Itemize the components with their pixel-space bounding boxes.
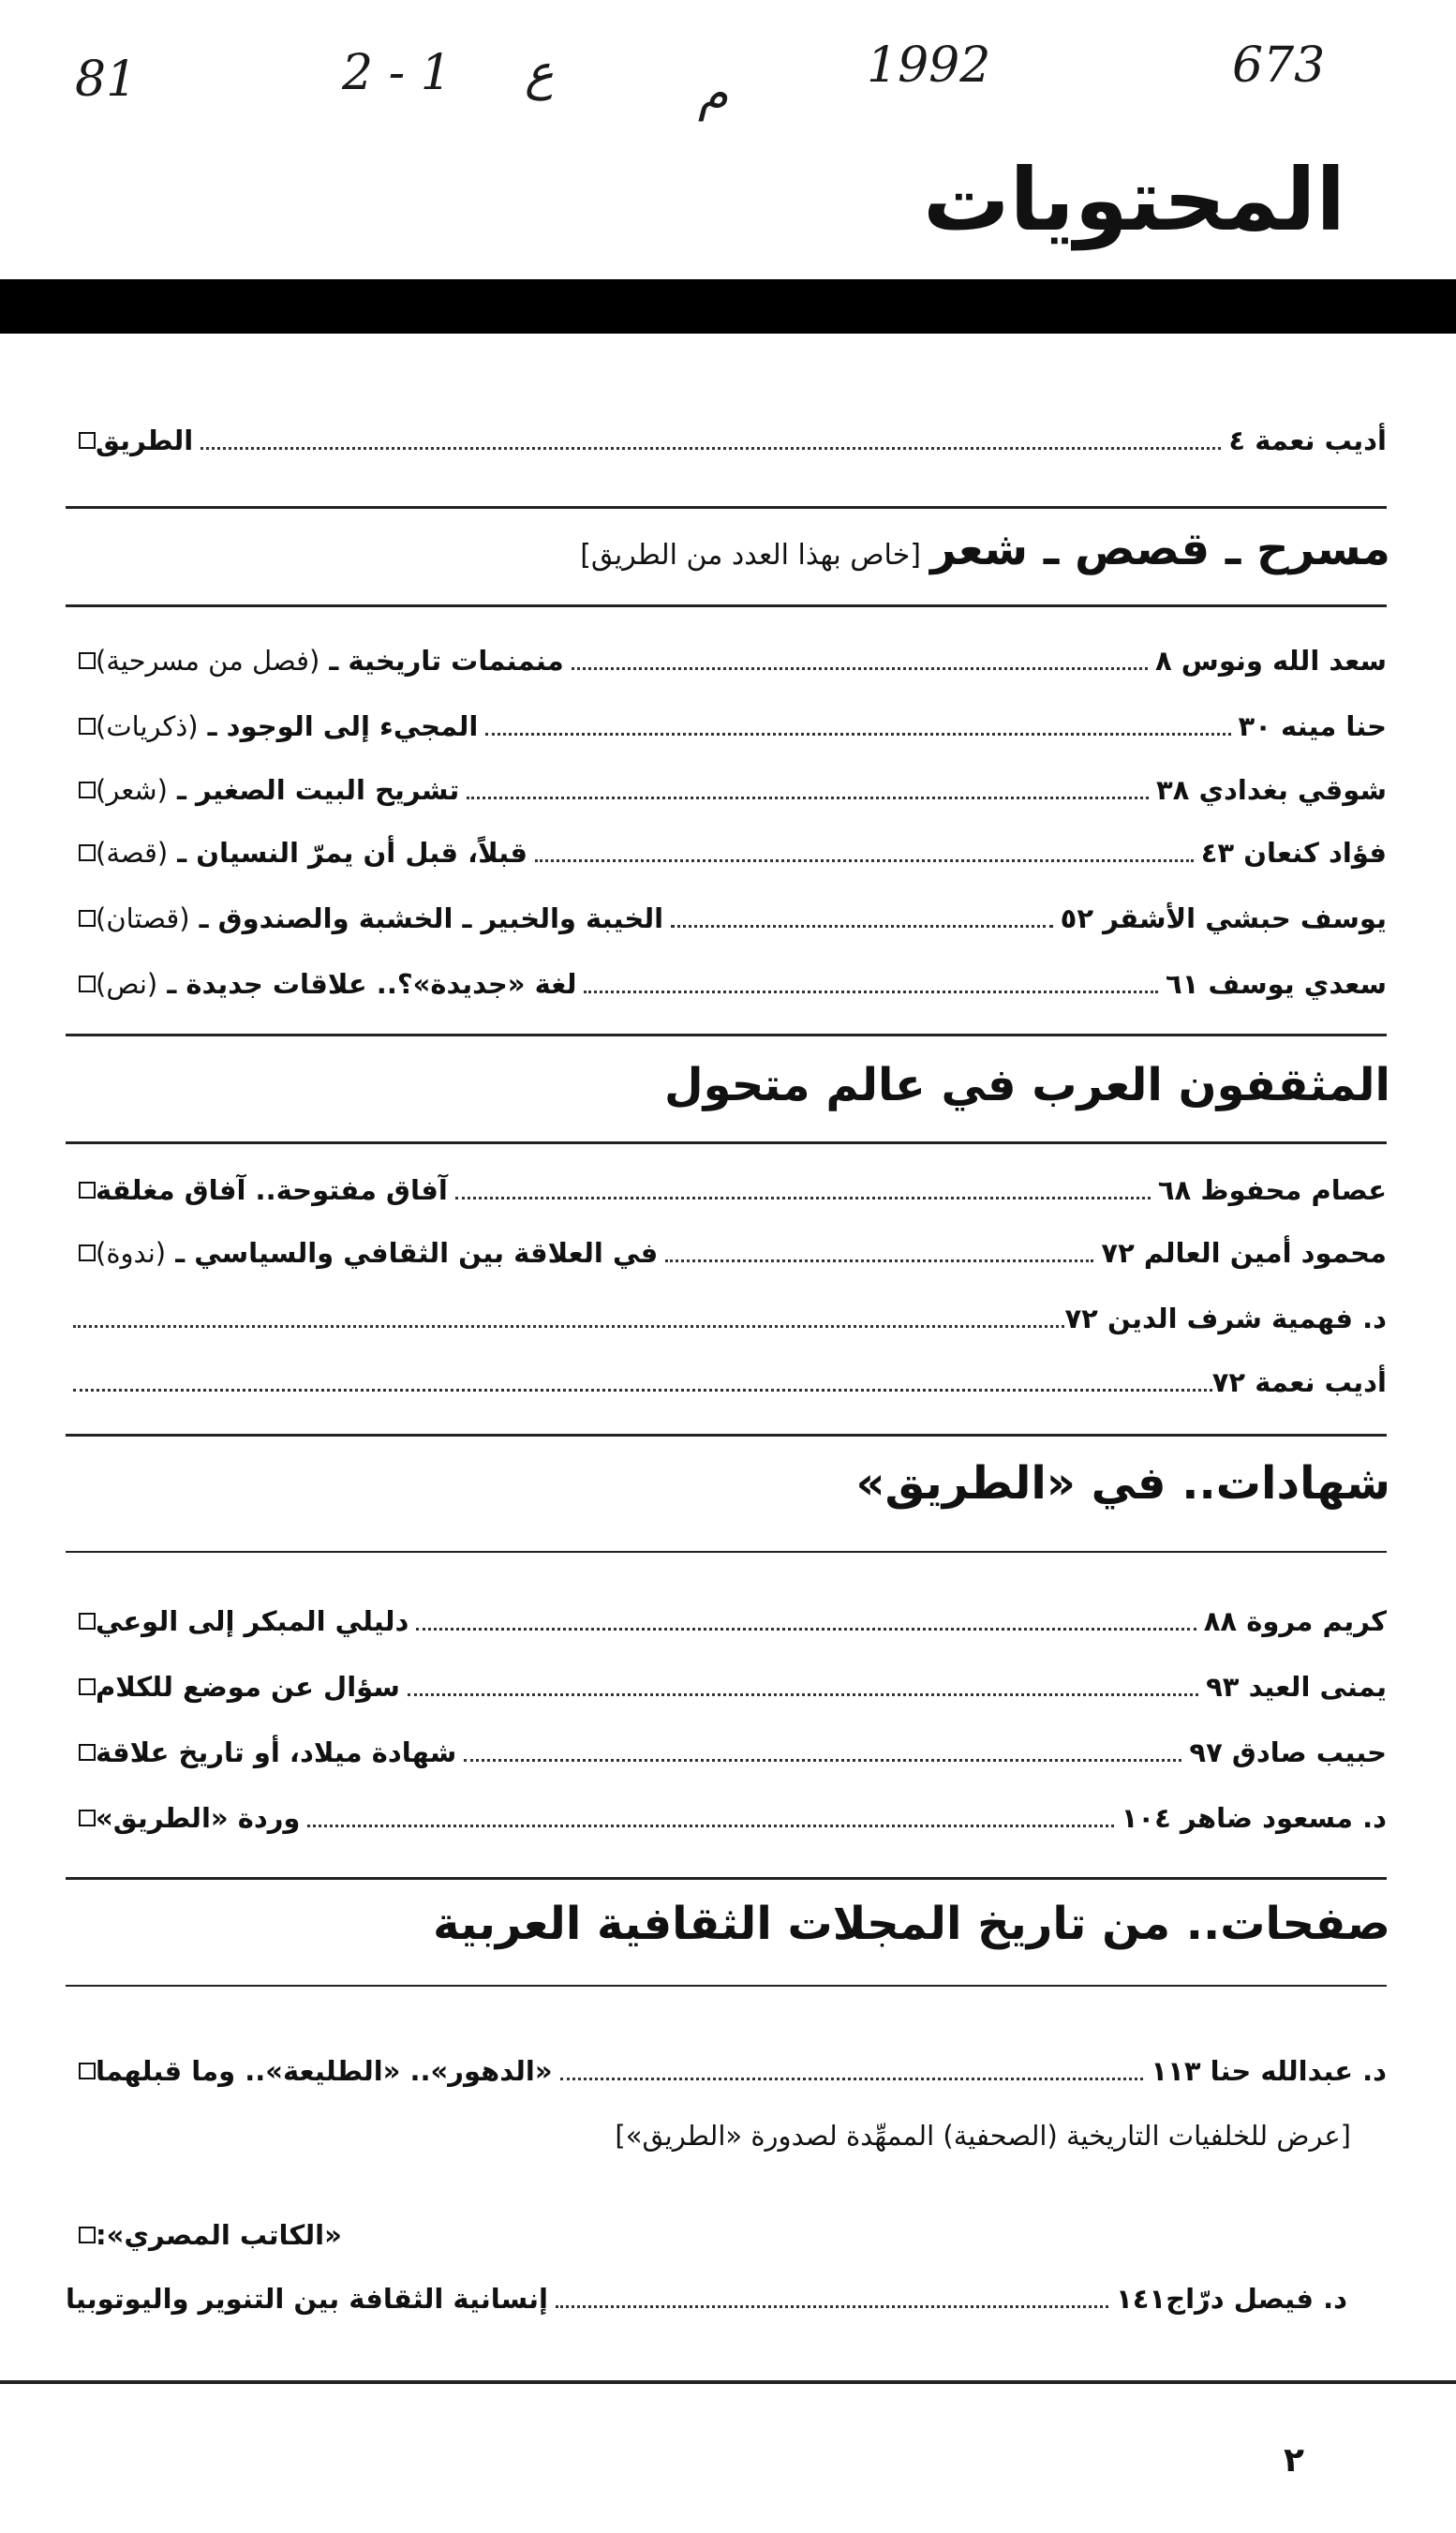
- checkbox-icon: [79, 910, 96, 927]
- entry-author: حبيب صادق ٩٧: [1189, 1736, 1387, 1768]
- entry-title: المجيء إلى الوجود ـ (ذكريات): [96, 710, 479, 742]
- section-rule: [66, 1877, 1387, 1880]
- toc-entry: [66, 637, 1387, 684]
- checkbox-icon: [79, 1244, 96, 1261]
- entry-author: د. فيصل درّاج١٤١: [1116, 2283, 1347, 2315]
- entry-title: سؤال عن موضع للكلام: [96, 1671, 400, 1703]
- toc-entry: [66, 895, 1387, 942]
- checkbox-icon: [79, 1613, 96, 1630]
- handwritten-mark-2: 2 - 1: [342, 45, 452, 101]
- dot-leader: [416, 1628, 1196, 1631]
- checkbox-icon: [79, 432, 96, 449]
- section-rule: [66, 604, 1387, 607]
- toc-entry: [66, 1167, 1387, 1214]
- dot-leader: [201, 447, 1221, 450]
- dot-leader: [560, 2078, 1144, 2080]
- toc-entry: [66, 2048, 1387, 2094]
- section-heading-3: [855, 1457, 1390, 1510]
- section-rule: [66, 1141, 1387, 1144]
- dot-leader: [572, 667, 1148, 670]
- section-rule: [66, 506, 1387, 509]
- entry-title: آفاق مفتوحة.. آفاق مغلقة: [96, 1174, 448, 1206]
- section-note: [خاص بهذا العدد من الطريق]: [580, 539, 921, 572]
- dot-leader: [307, 1825, 1113, 1827]
- dot-leader: [455, 1197, 1151, 1199]
- dot-leader: [584, 991, 1158, 993]
- handwritten-mark-1: 81: [75, 52, 138, 108]
- entry-author: د. عبدالله حنا ١١٣: [1151, 2055, 1387, 2087]
- toc-entry: [66, 1229, 1387, 1276]
- checkbox-icon: [79, 1678, 96, 1695]
- section-title: مسرح ـ قصص ـ شعر: [929, 523, 1390, 575]
- toc-entry: [66, 1295, 1387, 1342]
- footer-rule: [0, 2380, 1456, 2384]
- toc-entry-intro: [66, 417, 1387, 464]
- entry-author: يوسف حبشي الأشقر ٥٢: [1060, 902, 1387, 934]
- checkbox-icon: [79, 2227, 96, 2243]
- checkbox-icon: [79, 782, 96, 798]
- header-bar: [0, 279, 1456, 334]
- dot-leader: [556, 2305, 1108, 2308]
- checkbox-icon: [79, 718, 96, 735]
- entry-title: الخيبة والخبير ـ الخشبة والصندوق ـ (قصتان): [96, 902, 664, 934]
- section-title: المثقفون العرب في عالم متحول: [663, 1059, 1390, 1111]
- dot-leader: [485, 733, 1230, 736]
- entry-author: د. مسعود ضاهر ١٠٤: [1121, 1802, 1387, 1834]
- section-heading-2: [664, 1059, 1390, 1111]
- dot-leader: [535, 859, 1194, 862]
- section-rule: [66, 1034, 1387, 1036]
- entry-title: «الكاتب المصري»:: [96, 2219, 342, 2251]
- handwritten-mark-4: م: [698, 66, 729, 122]
- entry-title: في العلاقة بين الثقافي والسياسي ـ (ندوة): [96, 1237, 659, 1269]
- entry-author: كريم مروة ٨٨: [1203, 1605, 1387, 1637]
- dot-leader: [665, 1259, 1093, 1262]
- entry-title: لغة «جديدة»؟.. علاقات جديدة ـ (نص): [96, 968, 577, 1000]
- entry-title: منمنمات تاريخية ـ (فصل من مسرحية): [96, 645, 564, 677]
- dot-leader: [73, 1325, 1064, 1328]
- dot-leader: [73, 1389, 1212, 1392]
- checkbox-icon: [79, 1810, 96, 1826]
- toc-entry: [66, 1795, 1387, 1841]
- entry-title: قبلاً، قبل أن يمرّ النسيان ـ (قصة): [96, 837, 527, 869]
- dot-leader: [464, 1759, 1181, 1762]
- toc-entry: [66, 2212, 1387, 2258]
- section-rule: [66, 1434, 1387, 1437]
- toc-entry: [66, 703, 1387, 750]
- entry-author: يمنى العيد ٩٣: [1206, 1671, 1387, 1703]
- page-title: المحتويات: [923, 150, 1345, 250]
- entry-author: حنا مينه ٣٠: [1238, 710, 1387, 742]
- entry-title: وردة «الطريق»: [96, 1802, 301, 1834]
- entry-author: شوقي بغدادي ٣٨: [1155, 774, 1387, 806]
- checkbox-icon: [79, 1744, 96, 1761]
- section-rule: [66, 1985, 1387, 1987]
- checkbox-icon: [79, 844, 96, 861]
- entry-author: أديب نعمة ٧٢: [1211, 1366, 1387, 1398]
- toc-entry: [66, 1729, 1387, 1776]
- entry-title: دليلي المبكر إلى الوعي: [96, 1605, 409, 1637]
- entry-author: سعد الله ونوس ٨: [1155, 645, 1387, 677]
- handwritten-mark-3: ع: [525, 45, 555, 101]
- toc-entry: [66, 1663, 1387, 1710]
- entry-title: تشريح البيت الصغير ـ (شعر): [96, 774, 460, 806]
- entry-title: «الدهور».. «الطليعة».. وما قبلهما: [96, 2055, 553, 2087]
- dot-leader: [408, 1693, 1198, 1696]
- entry-title: إنسانية الثقافة بين التنوير واليوتوبيا: [66, 2283, 548, 2315]
- entry-title: الطريق: [96, 425, 194, 456]
- entry-title: شهادة ميلاد، أو تاريخ علاقة: [96, 1736, 457, 1768]
- checkbox-icon: [79, 652, 96, 669]
- checkbox-icon: [79, 2063, 96, 2079]
- entry-author: أديب نعمة ٤: [1228, 425, 1387, 456]
- checkbox-icon: [79, 1182, 96, 1199]
- page-number: ٢: [1284, 2441, 1304, 2480]
- toc-entry: [66, 829, 1387, 876]
- toc-entry: [66, 1359, 1387, 1406]
- toc-entry: [66, 767, 1387, 813]
- section-heading-4: [433, 1898, 1390, 1950]
- handwritten-number: 673: [1232, 37, 1326, 94]
- section-rule: [66, 1551, 1387, 1553]
- entry-author: عصام محفوظ ٦٨: [1157, 1174, 1387, 1206]
- checkbox-icon: [79, 976, 96, 992]
- section-heading-1: [580, 523, 1390, 575]
- toc-entry: [66, 2275, 1387, 2322]
- dot-leader: [671, 925, 1053, 928]
- entry-author: سعدي يوسف ٦١: [1166, 968, 1387, 1000]
- dot-leader: [467, 797, 1149, 799]
- entry-author: محمود أمين العالم ٧٢: [1101, 1237, 1387, 1269]
- entry-author: د. فهمية شرف الدين ٧٢: [1064, 1303, 1387, 1334]
- toc-entry: [66, 961, 1387, 1007]
- toc-entry: [66, 1598, 1387, 1645]
- entry-subtext: [عرض للخلفيات التاريخية (الصحفية) الممهِّدة لصدورة «الطريق»]: [615, 2120, 1351, 2152]
- handwritten-year: 1992: [867, 37, 991, 94]
- section-title: صفحات.. من تاريخ المجلات الثقافية العربية: [433, 1898, 1390, 1950]
- entry-author: فؤاد كنعان ٤٣: [1200, 837, 1387, 869]
- section-title: شهادات.. في «الطريق»: [855, 1457, 1390, 1510]
